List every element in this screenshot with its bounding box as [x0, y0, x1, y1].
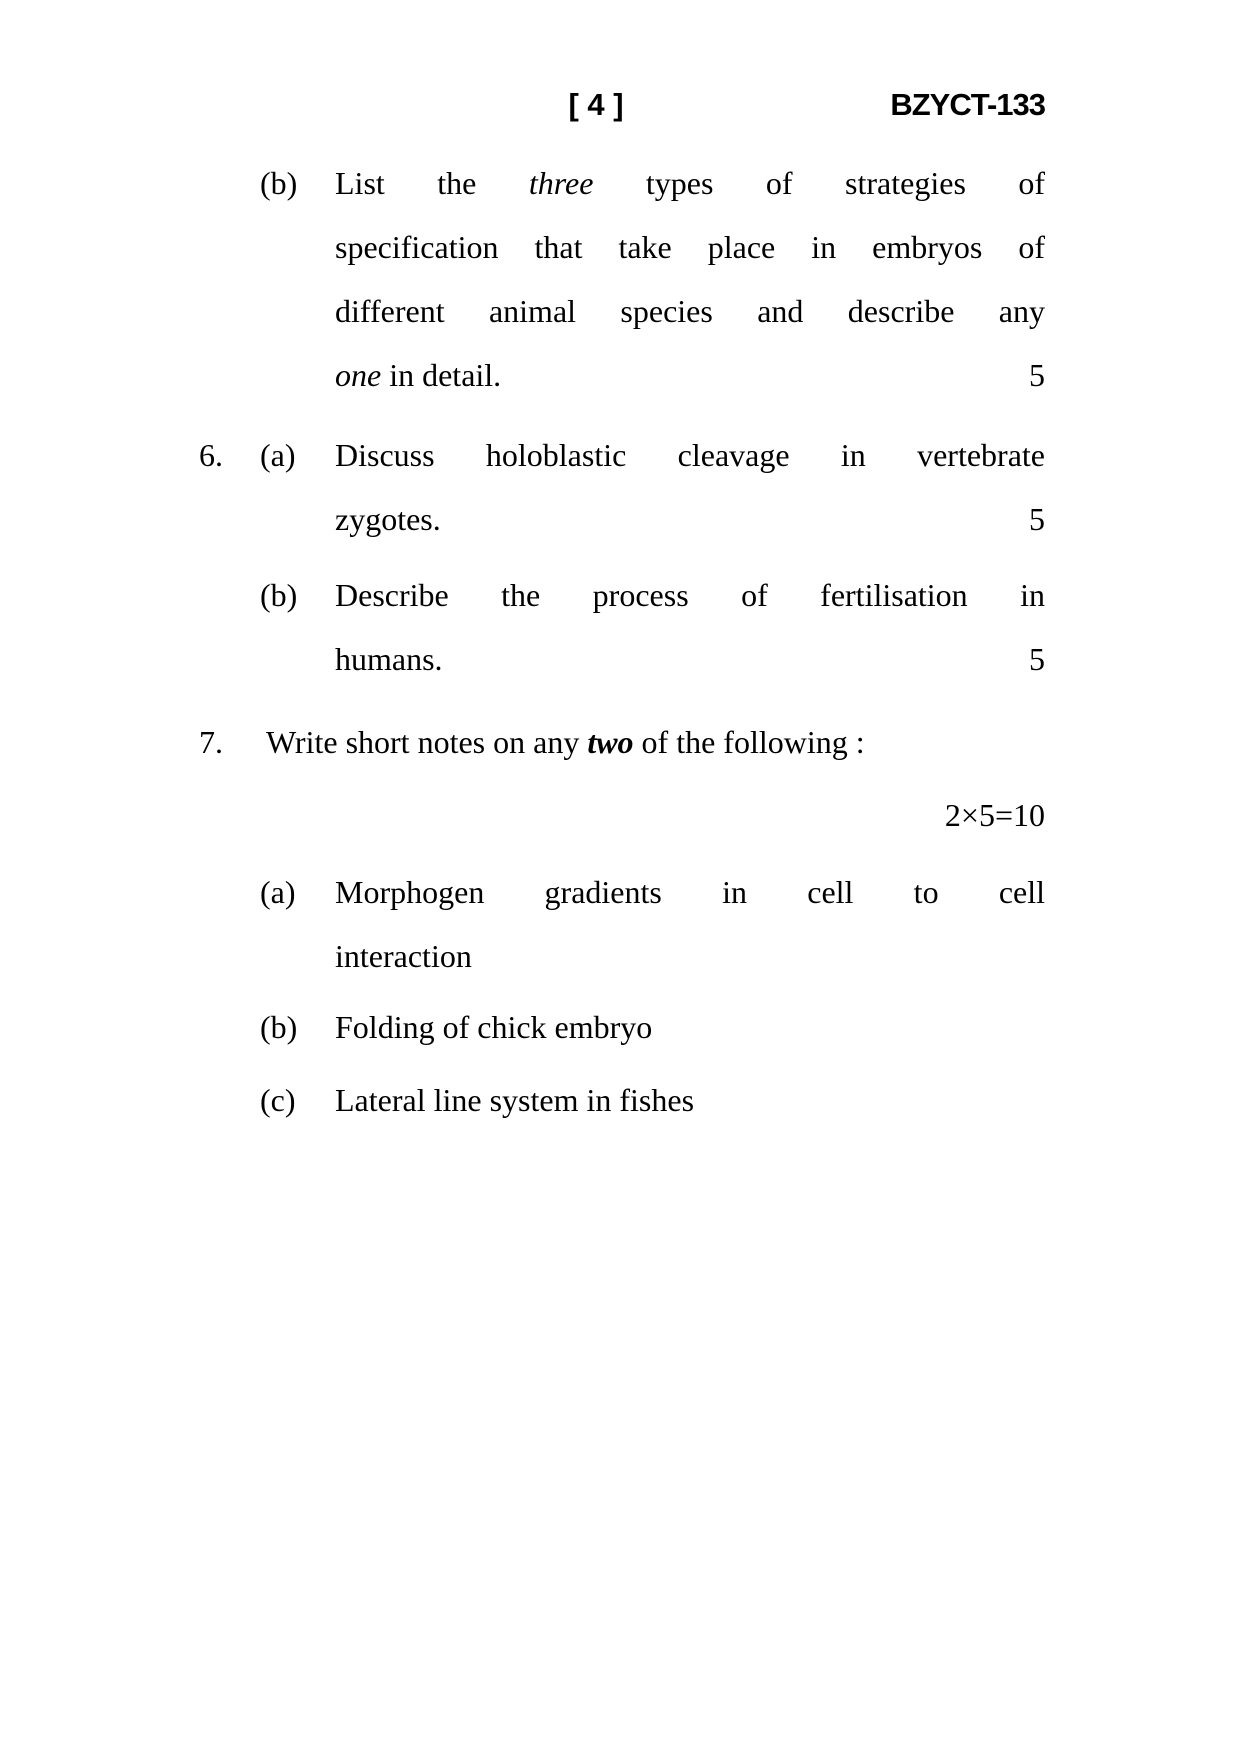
italic-term: three — [528, 165, 594, 201]
text-segment: in detail. — [389, 357, 502, 393]
sub-question-label: (a) — [260, 437, 296, 473]
question-5b — [199, 151, 1045, 407]
text-segment: of the following : — [641, 724, 865, 760]
text-line: Folding of chick embryo — [335, 1009, 653, 1045]
question-stem — [266, 710, 1045, 774]
question-number: 6. — [199, 437, 223, 473]
page-header — [199, 73, 1045, 137]
marks-value: 5 — [1029, 501, 1045, 537]
sub-question-label: (b) — [260, 165, 298, 201]
question-number: 7. — [199, 724, 223, 760]
question-6b — [199, 563, 1045, 691]
text-line: Describe the process of fertilisation in — [335, 577, 1045, 613]
question-text — [335, 151, 1045, 407]
question-text — [335, 1068, 1045, 1132]
sub-question-label: (b) — [260, 1009, 298, 1045]
bold-italic-term: two — [587, 724, 634, 760]
text-line — [335, 151, 1045, 215]
question-7a — [199, 860, 1045, 988]
text-line: specification that take place in embryos of — [335, 229, 1045, 265]
sub-question-label: (c) — [260, 1082, 296, 1118]
text-segment: zygotes. — [335, 501, 441, 537]
text-line: Discuss holoblastic cleavage in vertebrate — [335, 437, 1045, 473]
text-segment: humans. — [335, 641, 443, 677]
question-7c — [199, 1068, 1045, 1132]
question-text — [335, 563, 1045, 691]
text-segment: types of strategies of — [645, 165, 1046, 201]
question-text — [335, 423, 1045, 551]
text-line: Morphogen gradients in cell to cell — [335, 874, 1045, 910]
text-segment: List the — [335, 165, 477, 201]
text-line: Lateral line system in fishes — [335, 1082, 695, 1118]
text-line — [335, 487, 1045, 551]
question-text — [335, 995, 1045, 1059]
marks-value: 5 — [1029, 357, 1045, 393]
marks-formula: 2×5=10 — [944, 797, 1045, 833]
sub-question-label: (b) — [260, 577, 298, 613]
question-text — [335, 860, 1045, 988]
page-number: [ 4 ] — [568, 87, 624, 122]
question-7b — [199, 995, 1045, 1059]
italic-term: one — [335, 357, 382, 393]
text-line: interaction — [335, 938, 472, 974]
text-line — [335, 627, 1045, 691]
question-6a — [199, 423, 1045, 551]
paper-code: BZYCT-133 — [890, 87, 1045, 122]
question-7 — [199, 710, 1045, 774]
text-line: different animal species and describe any — [335, 293, 1045, 329]
sub-question-label: (a) — [260, 874, 296, 910]
text-segment: Write short notes on any — [266, 724, 580, 760]
text-line — [335, 343, 1045, 407]
marks-value: 5 — [1029, 641, 1045, 677]
